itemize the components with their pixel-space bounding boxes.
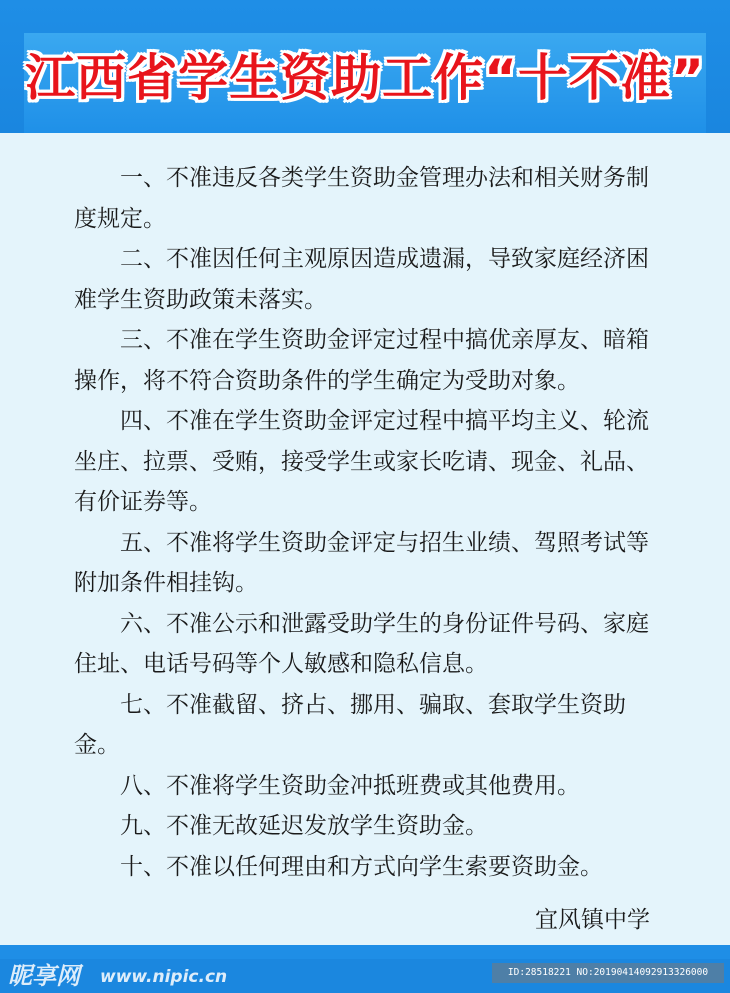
rule-item: 一、不准违反各类学生资助金管理办法和相关财务制度规定。 xyxy=(74,165,649,232)
rule-item: 二、不准因任何主观原因造成遗漏，导致家庭经济困难学生资助政策未落实。 xyxy=(74,246,649,313)
rule-item: 六、不准公示和泄露受助学生的身份证件号码、家庭住址、电话号码等个人敏感和隐私信息。 xyxy=(74,610,649,677)
rule-item: 十、不准以任何理由和方式向学生索要资助金。 xyxy=(120,853,603,880)
bottom-band xyxy=(0,945,730,959)
rule-item: 三、不准在学生资助金评定过程中搞优亲厚友、暗箱操作，将不符合资助条件的学生确定为受助对象。 xyxy=(74,327,649,394)
rule-item: 四、不准在学生资助金评定过程中搞平均主义、轮流坐庄、拉票、受贿，接受学生或家长吃请、现金、礼品、有价证券等。 xyxy=(74,408,649,515)
rule-item: 九、不准无故延迟发放学生资助金。 xyxy=(120,813,488,839)
watermark-id: ID:28518221 NO:20190414092913326000 xyxy=(492,963,724,983)
watermark-url: www.nipic.cn xyxy=(100,967,228,987)
watermark-logo: 昵享网 xyxy=(8,962,80,990)
rules-list xyxy=(74,158,664,887)
rule-item: 七、不准截留、挤占、挪用、骗取、套取学生资助金。 xyxy=(74,691,626,758)
rule-item: 八、不准将学生资助金冲抵班费或其他费用。 xyxy=(120,772,580,799)
rule-item: 五、不准将学生资助金评定与招生业绩、驾照考试等附加条件相挂钩。 xyxy=(74,529,649,596)
school-name: 宜风镇中学 xyxy=(535,907,650,933)
poster-title: 江西省学生资助工作“十不准” xyxy=(25,49,705,107)
